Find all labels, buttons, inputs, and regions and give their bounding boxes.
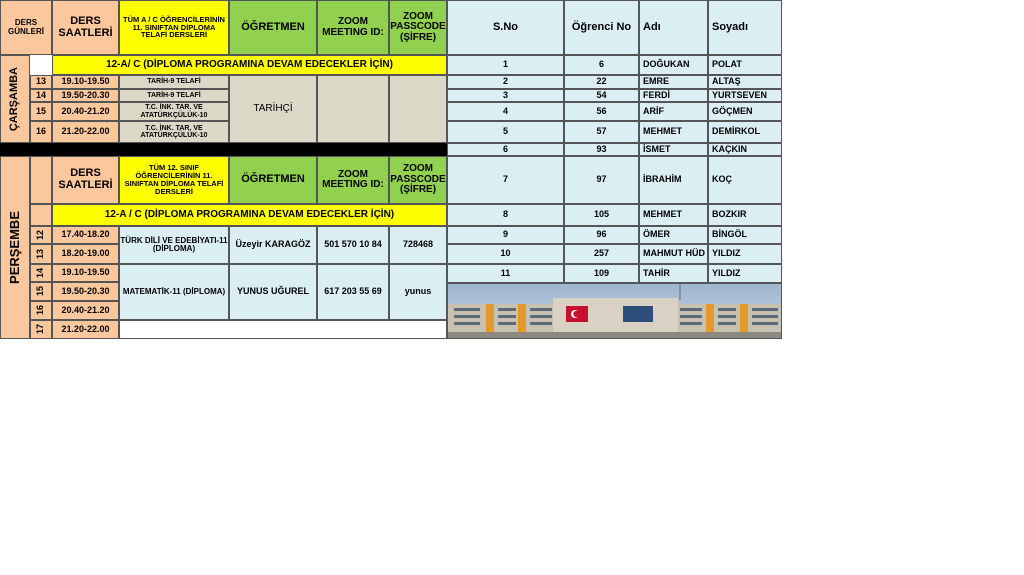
wed-lesson: TARİH-9 TELAFİ [119, 75, 229, 89]
student-sno-cell: 2 [447, 75, 564, 89]
zoom-id-header-2: ZOOM MEETING ID: [317, 156, 389, 204]
student-surname-cell: GÖÇMEN [708, 102, 782, 121]
student-header-no: Öğrenci No [564, 0, 639, 55]
ders-saatleri-header-2: DERS SAATLERİ [52, 156, 119, 204]
student-sno-cell: 8 [447, 204, 564, 226]
thu-no-label: 15 [35, 286, 46, 297]
thu-no-label: 14 [35, 267, 46, 278]
student-name-cell: MEHMET [639, 121, 708, 143]
student-surname-cell: BİNGÖL [708, 226, 782, 244]
student-sno-cell: 10 [447, 244, 564, 264]
banner-thursday: 12-A / C (DİPLOMA PROGRAMINA DEVAM EDECEKLER İÇİN) [52, 204, 447, 226]
student-no-cell: 6 [564, 55, 639, 75]
day-wednesday [0, 55, 30, 143]
student-header-sno: S.No [447, 0, 564, 55]
student-name-cell: EMRE [639, 75, 708, 89]
student-surname-cell: YURTSEVEN [708, 89, 782, 102]
student-no-cell: 96 [564, 226, 639, 244]
school-building-image [448, 284, 782, 339]
thu-pass-2: yunus [389, 264, 447, 320]
thu-time: 19.50-20.30 [52, 282, 119, 301]
student-no-cell: 109 [564, 264, 639, 283]
student-surname-cell: KOÇ [708, 156, 782, 204]
group-title-header-2: TÜM 12. SINIF ÖĞRENCİLERİNİN 11. SINIFTAN DİPLOMA TELAFİ DERSLERİ [119, 156, 229, 204]
student-no-cell: 97 [564, 156, 639, 204]
student-surname-cell: YILDIZ [708, 244, 782, 264]
ogretmen-header-2: ÖĞRETMEN [229, 156, 317, 204]
student-surname-cell: YILDIZ [708, 264, 782, 283]
wed-time: 20.40-21.20 [52, 102, 119, 121]
day-wednesday-label: ÇARŞAMBA [8, 66, 21, 132]
student-sno-cell: 1 [447, 55, 564, 75]
school-building-photo [447, 283, 782, 339]
wed-teacher: TARİHÇİ [229, 75, 317, 143]
banner-wednesday: 12-A/ C (DİPLOMA PROGRAMINA DEVAM EDECEKLER İÇİN) [52, 55, 447, 75]
student-no-cell: 257 [564, 244, 639, 264]
student-no-cell: 105 [564, 204, 639, 226]
thu-lesson-1: TÜRK DİLİ VE EDEBİYATI-11 (DİPLOMA) [119, 226, 229, 264]
thu-no [30, 282, 52, 301]
thu-zoom-id-2: 617 203 55 69 [317, 264, 389, 320]
student-surname-cell: DEMİRKOL [708, 121, 782, 143]
wed-no: 14 [30, 89, 52, 102]
student-sno-cell: 11 [447, 264, 564, 283]
wed-zoom-id [317, 75, 389, 143]
zoom-pass-header: ZOOM PASSCODE (ŞİFRE) [389, 0, 447, 55]
wed-no: 15 [30, 102, 52, 121]
student-sno-cell: 3 [447, 89, 564, 102]
student-name-cell: MAHMUT HÜD [639, 244, 708, 264]
thu-no-label: 17 [35, 324, 46, 335]
thu-time: 18.20-19.00 [52, 244, 119, 264]
student-name-cell: FERDİ [639, 89, 708, 102]
thu-time: 20.40-21.20 [52, 301, 119, 320]
wed-lesson: T.C. İNK. TAR. VE ATATÜRKÇÜLÜK-10 [119, 102, 229, 121]
ogretmen-header: ÖĞRETMEN [229, 0, 317, 55]
student-no-cell: 57 [564, 121, 639, 143]
student-name-cell: İBRAHİM [639, 156, 708, 204]
thu-no [30, 301, 52, 320]
student-sno-cell: 4 [447, 102, 564, 121]
student-surname-cell: POLAT [708, 55, 782, 75]
wed-time: 19.10-19.50 [52, 75, 119, 89]
student-surname-cell: ALTAŞ [708, 75, 782, 89]
thu-no-spacer [30, 156, 52, 204]
student-no-cell: 54 [564, 89, 639, 102]
student-no-cell: 93 [564, 143, 639, 156]
wed-time: 19.50-20.30 [52, 89, 119, 102]
thu-teacher-1: Üzeyir KARAGÖZ [229, 226, 317, 264]
student-name-cell: ÖMER [639, 226, 708, 244]
group-title-header: TÜM A / C ÖĞRENCİLERİNİN 11. SINIFTAN DİPLOMA TELAFİ DERSLERİ [119, 0, 229, 55]
student-sno-cell: 7 [447, 156, 564, 204]
thu-no-label: 13 [35, 248, 46, 259]
thu-pass-1: 728468 [389, 226, 447, 264]
student-name-cell: İSMET [639, 143, 708, 156]
wed-zoom-pass [389, 75, 447, 143]
thu-zoom-id-1: 501 570 10 84 [317, 226, 389, 264]
thu-no [30, 320, 52, 339]
thu-no-label: 12 [35, 229, 46, 240]
wed-no: 13 [30, 75, 52, 89]
ders-gunleri-header: DERS GÜNLERİ [0, 0, 52, 55]
thu-time: 21.20-22.00 [52, 320, 119, 339]
thu-no-spacer [30, 204, 52, 226]
thu-no-label: 16 [35, 305, 46, 316]
student-sno-cell: 6 [447, 143, 564, 156]
day-thursday [0, 156, 30, 339]
student-surname-cell: BOZKIR [708, 204, 782, 226]
thu-time: 17.40-18.20 [52, 226, 119, 244]
day-thursday-label: PERŞEMBE [7, 211, 23, 284]
student-sno-cell: 5 [447, 121, 564, 143]
zoom-pass-header-2: ZOOM PASSCODE (ŞİFRE) [389, 156, 447, 204]
zoom-id-header: ZOOM MEETING ID: [317, 0, 389, 55]
student-name-cell: MEHMET [639, 204, 708, 226]
thu-lesson-2: MATEMATİK-11 (DİPLOMA) [119, 264, 229, 320]
wed-lesson: TARİH-9 TELAFİ [119, 89, 229, 102]
empty-cell [119, 320, 447, 339]
student-name-cell: ARİF [639, 102, 708, 121]
student-no-cell: 22 [564, 75, 639, 89]
thu-no [30, 264, 52, 282]
student-no-cell: 56 [564, 102, 639, 121]
student-surname-cell: KAÇKIN [708, 143, 782, 156]
student-header-surname: Soyadı [708, 0, 782, 55]
wed-no: 16 [30, 121, 52, 143]
student-header-name: Adı [639, 0, 708, 55]
wed-time: 21.20-22.00 [52, 121, 119, 143]
thu-teacher-2: YUNUS UĞUREL [229, 264, 317, 320]
student-sno-cell: 9 [447, 226, 564, 244]
wed-lesson: T.C. İNK. TAR. VE ATATÜRKÇÜLÜK-10 [119, 121, 229, 143]
thu-time: 19.10-19.50 [52, 264, 119, 282]
thu-no [30, 226, 52, 244]
student-name-cell: TAHİR [639, 264, 708, 283]
ders-saatleri-header: DERS SAATLERİ [52, 0, 119, 55]
thu-no [30, 244, 52, 264]
separator-bar [0, 143, 447, 156]
student-name-cell: DOĞUKAN [639, 55, 708, 75]
